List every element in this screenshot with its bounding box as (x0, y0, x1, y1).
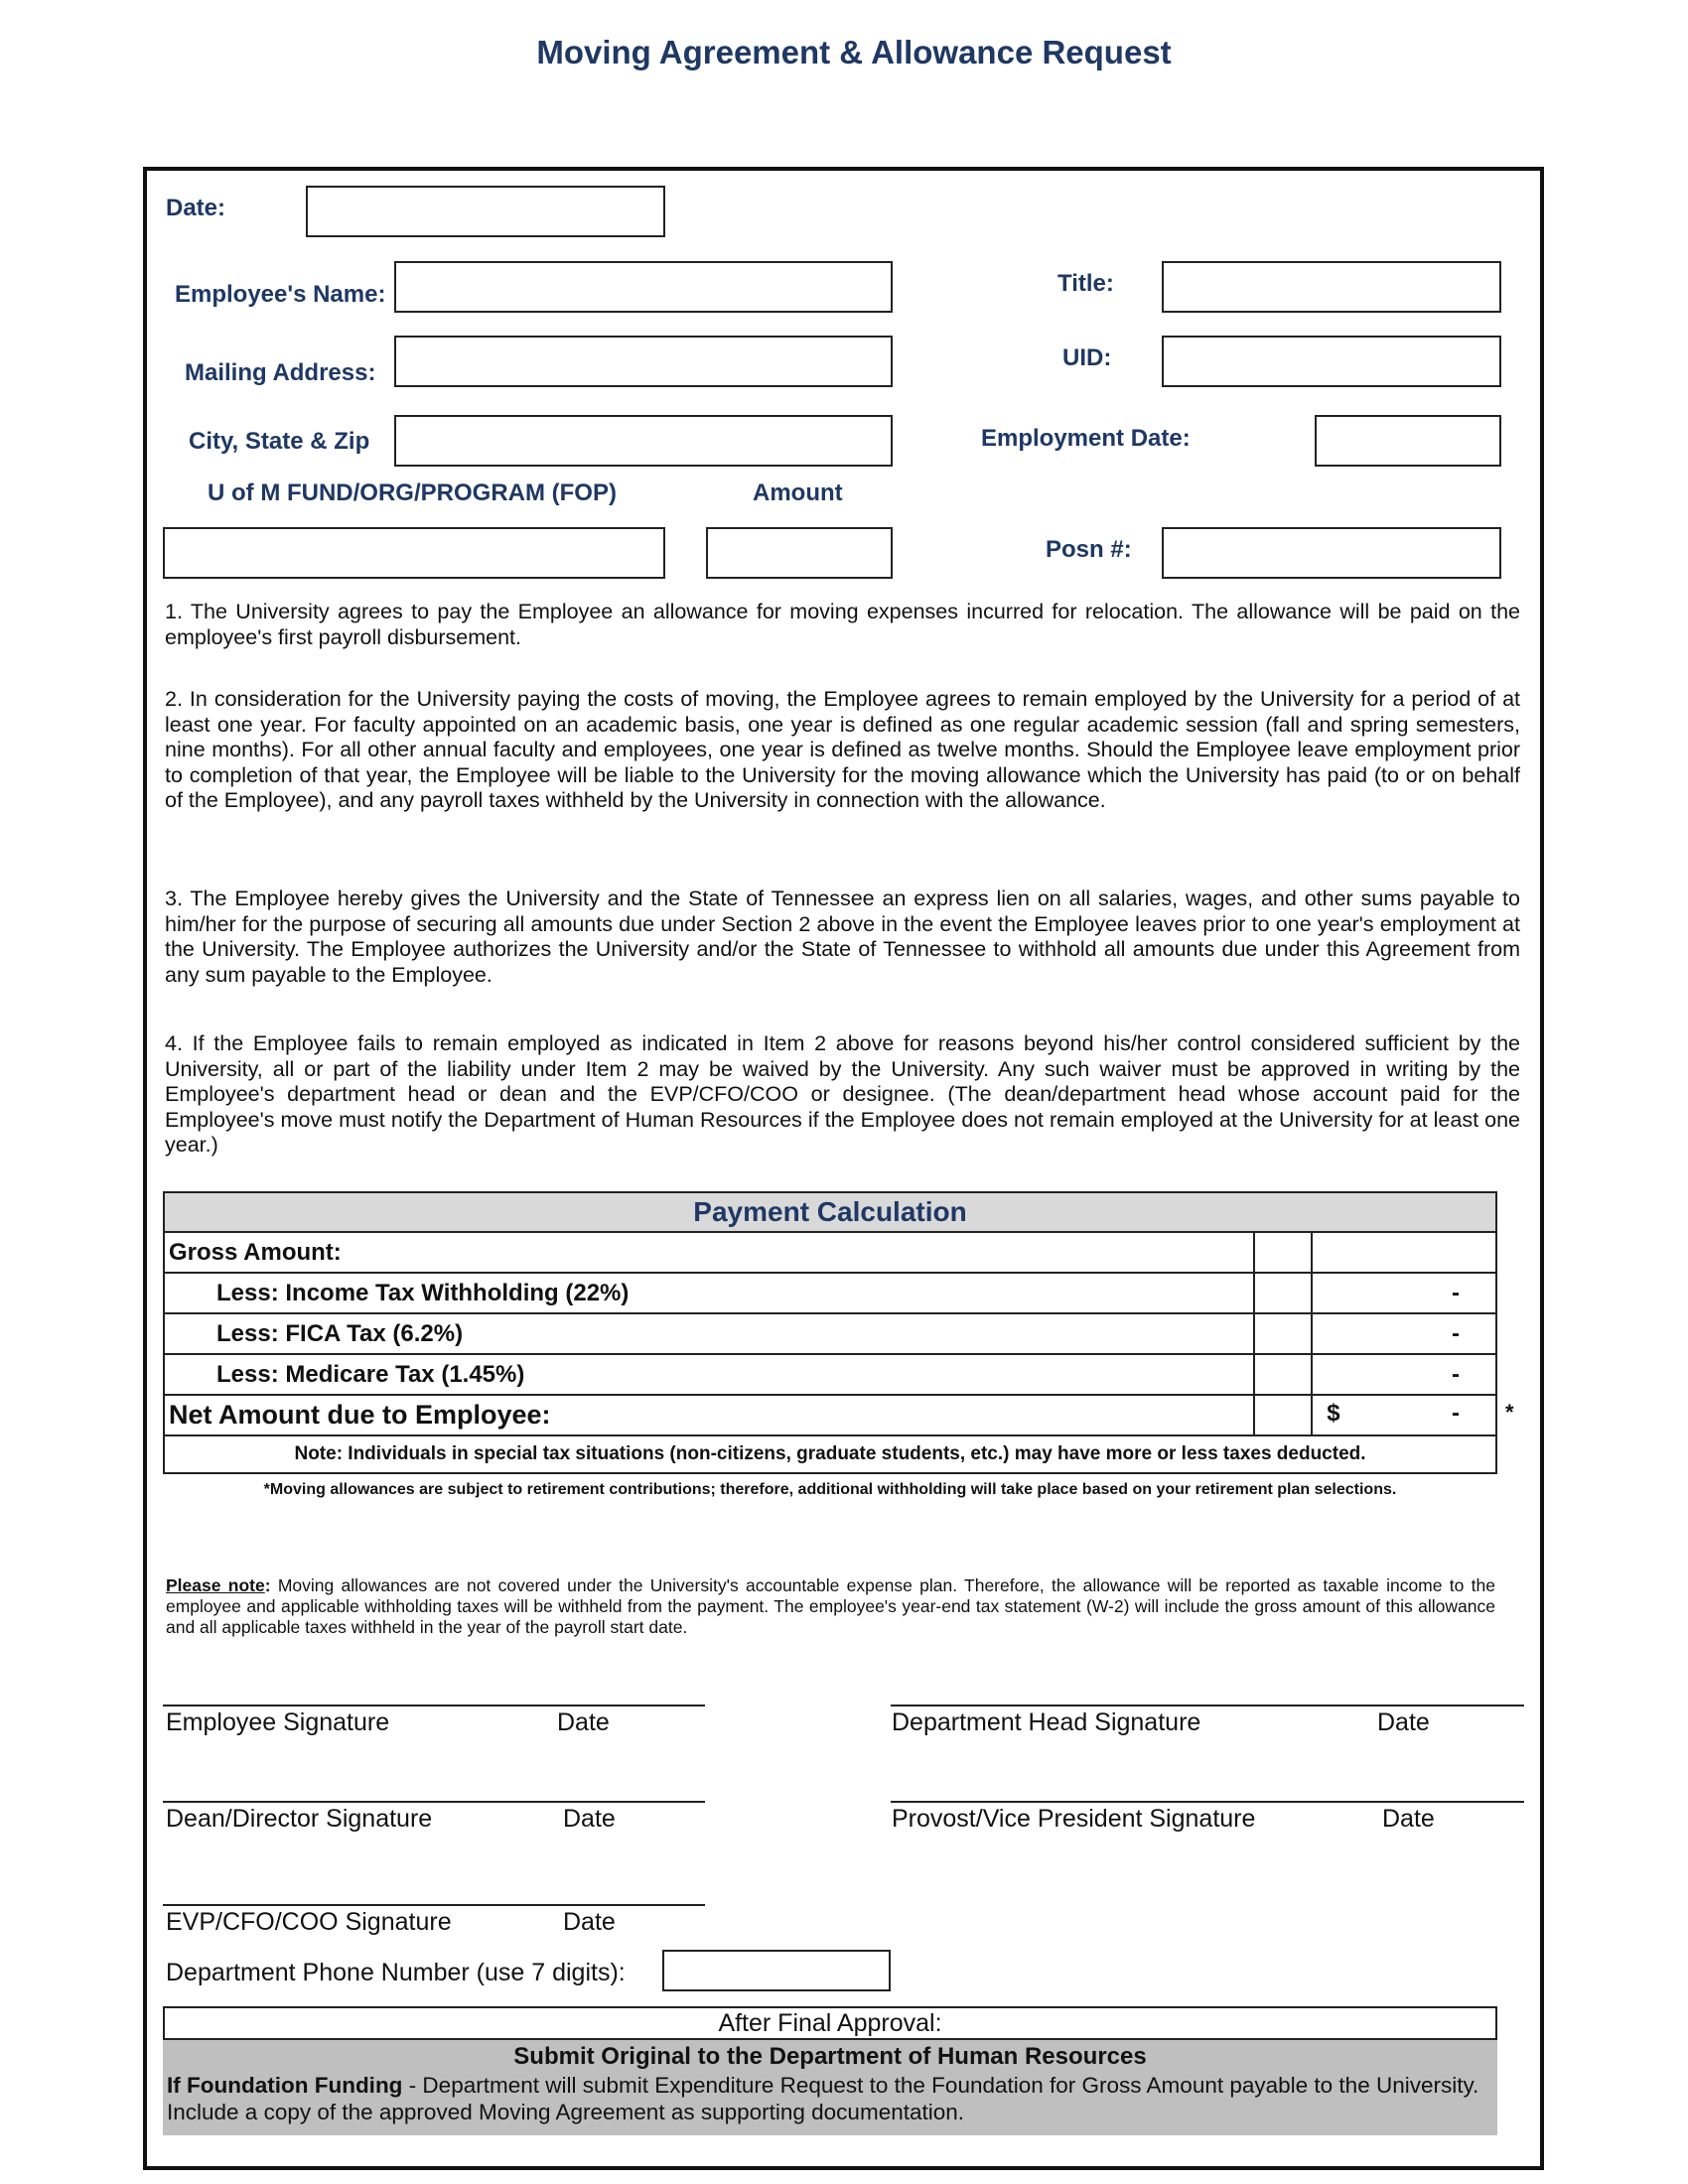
medicare-tax-value: - (1312, 1354, 1496, 1395)
mailing-address-field[interactable] (394, 336, 893, 387)
final-approval-instructions (163, 2040, 1497, 2135)
please-note-label: Please note (166, 1575, 265, 1595)
fop-label: U of M FUND/ORG/PROGRAM (FOP) (208, 479, 617, 506)
evp-signature-label: EVP/CFO/COO Signature (166, 1908, 452, 1936)
agreement-paragraph-2: 2. In consideration for the University paying the costs of moving, the Employee agrees to remain employed by the University for a period of at least one year. For faculty appointed on an academic basis, one year is defined as one regular academic session (fall and spring semesters, nine months). For all other annual faculty and employees, one year is defined as twelve months. Should the Employee leave employment prior to completion of that year, the Employee will be liable to the University for the moving allowance which the University has paid (to or on behalf of the Employee), and any payroll taxes withheld by the University in connection with the allowance. (165, 687, 1520, 812)
fica-tax-label: Less: FICA Tax (6.2%) (164, 1313, 1254, 1354)
payment-calculation-heading: Payment Calculation (164, 1192, 1496, 1232)
net-amount-label: Net Amount due to Employee: (164, 1395, 1254, 1435)
dept-head-signature-line[interactable] (891, 1705, 1524, 1706)
fop-field[interactable] (163, 527, 665, 579)
please-note-text: Moving allowances are not covered under the University's accountable expense plan. Therefore, the allowance will be reported as taxable income to the employee and applicable withholding taxes will be withheld from the payment. The employee's year-end tax statement (W-2) will include the gross amount of this allowance and all applicable taxes withheld in the year of the payroll start date. (166, 1575, 1495, 1637)
amount-label: Amount (753, 479, 843, 506)
employee-name-label: Employee's Name: (175, 281, 386, 308)
please-note-colon: : (264, 1575, 271, 1595)
dean-signature-label: Dean/Director Signature (166, 1805, 433, 1833)
amount-field[interactable] (706, 527, 893, 579)
title-label: Title: (1057, 270, 1114, 297)
date-field[interactable] (306, 186, 665, 237)
after-final-approval-header: After Final Approval: (163, 2006, 1497, 2040)
title-field[interactable] (1162, 261, 1501, 313)
table-row (164, 1354, 1496, 1395)
provost-date-label: Date (1382, 1805, 1435, 1833)
department-phone-field[interactable] (662, 1950, 891, 1991)
employee-signature-label: Employee Signature (166, 1708, 390, 1736)
foundation-funding-text (167, 2072, 1493, 2125)
employment-date-field[interactable] (1315, 415, 1501, 467)
medicare-tax-label: Less: Medicare Tax (1.45%) (164, 1354, 1254, 1395)
table-row (164, 1232, 1496, 1273)
department-phone-label: Department Phone Number (use 7 digits): (166, 1959, 626, 1986)
employment-date-label: Employment Date: (981, 425, 1191, 452)
provost-signature-label: Provost/Vice President Signature (892, 1805, 1256, 1833)
table-row (164, 1313, 1496, 1354)
net-cell-a (1254, 1395, 1312, 1435)
net-amount-cell (1312, 1395, 1496, 1435)
net-amount-value: - (1452, 1400, 1460, 1427)
posn-label: Posn #: (1046, 536, 1132, 563)
foundation-funding-label: If Foundation Funding (167, 2073, 403, 2098)
net-amount-asterisk: * (1505, 1400, 1514, 1425)
income-tax-value: - (1312, 1273, 1496, 1313)
fica-tax-value: - (1312, 1313, 1496, 1354)
foundation-funding-body: - Department will submit Expenditure Request to the Foundation for Gross Amount payable to the University. Include a copy of the approved Moving Agreement as supporting documentation. (167, 2073, 1479, 2124)
evp-signature-line[interactable] (163, 1904, 705, 1906)
city-state-zip-field[interactable] (394, 415, 893, 467)
submit-original-heading: Submit Original to the Department of Human Resources (513, 2043, 1147, 2070)
dept-head-date-label: Date (1377, 1708, 1430, 1736)
retirement-footnote: *Moving allowances are subject to retirement contributions; therefore, additional withholding will take place based on your retirement plan selections. (263, 1481, 1397, 1498)
employee-name-field[interactable] (394, 261, 893, 313)
agreement-paragraph-1: 1. The University agrees to pay the Employee an allowance for moving expenses incurred for relocation. The allowance will be paid on the employee's first payroll disbursement. (165, 600, 1520, 649)
income-tax-label: Less: Income Tax Withholding (22%) (164, 1273, 1254, 1313)
medicare-cell-a (1254, 1354, 1312, 1395)
uid-label: UID: (1062, 344, 1112, 371)
dept-head-signature-label: Department Head Signature (892, 1708, 1201, 1736)
table-row (164, 1395, 1496, 1435)
table-row (164, 1273, 1496, 1313)
gross-amount-label: Gross Amount: (164, 1232, 1254, 1273)
tax-situation-note: Note: Individuals in special tax situations (non-citizens, graduate students, etc.) may have more or less taxes deducted. (164, 1435, 1496, 1473)
employee-signature-line[interactable] (163, 1705, 705, 1706)
posn-field[interactable] (1162, 527, 1501, 579)
city-state-zip-label: City, State & Zip (189, 428, 370, 455)
dean-signature-line[interactable] (163, 1801, 705, 1803)
gross-amount-value[interactable] (1312, 1232, 1496, 1273)
net-currency-symbol: $ (1327, 1400, 1340, 1427)
page-title: Moving Agreement & Allowance Request (536, 34, 1172, 70)
date-label: Date: (166, 195, 226, 221)
fica-cell-a (1254, 1313, 1312, 1354)
gross-amount-cell-a[interactable] (1254, 1232, 1312, 1273)
employee-date-label: Date (557, 1708, 610, 1736)
agreement-paragraph-4: 4. If the Employee fails to remain employed as indicated in Item 2 above for reasons beyond his/her control considered sufficient by the University, all or part of the liability under Item 2 may be waived by the University. Any such waiver must be approved in writing by the Employee's department head or dean and the EVP/CFO/COO or designee. (The dean/department head whose account paid for the Employee's move must notify the Department of Human Resources if the Employee does not remain employed at the University for at least one year.) (165, 1031, 1520, 1157)
dean-date-label: Date (563, 1805, 616, 1833)
uid-field[interactable] (1162, 336, 1501, 387)
please-note-paragraph (166, 1575, 1495, 1638)
mailing-address-label: Mailing Address: (185, 359, 376, 386)
payment-calculation-table (163, 1191, 1497, 1474)
evp-date-label: Date (563, 1908, 616, 1936)
income-tax-cell-a (1254, 1273, 1312, 1313)
form-frame (143, 167, 1544, 2170)
provost-signature-line[interactable] (891, 1801, 1524, 1803)
agreement-paragraph-3: 3. The Employee hereby gives the University and the State of Tennessee an express lien on all salaries, wages, and other sums payable to him/her for the purpose of securing all amounts due under Section 2 above in the event the Employee leaves prior to one year's employment at the University. The Employee authorizes the University and/or the State of Tennessee to withhold all amounts due under this Agreement from any sum payable to the Employee. (165, 887, 1520, 987)
